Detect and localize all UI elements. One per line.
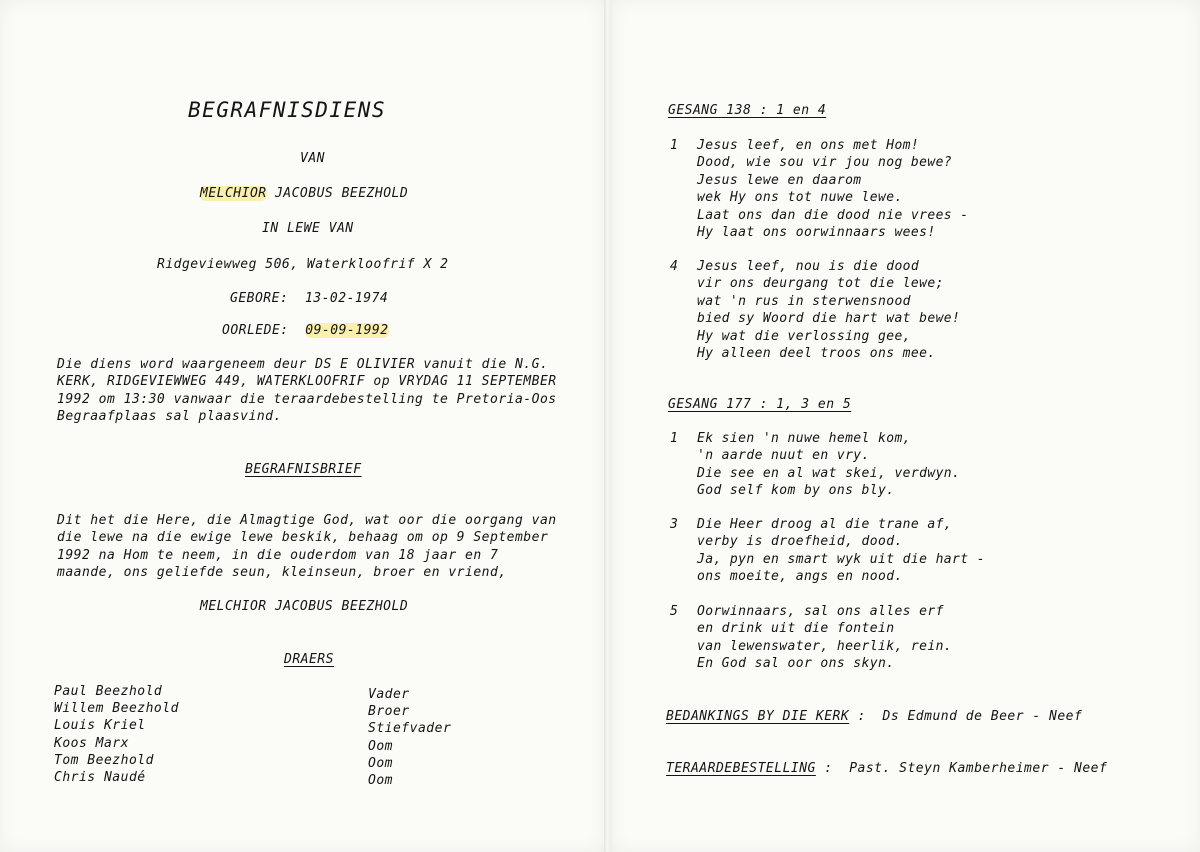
verse-lines [697,516,985,586]
service-line: Die diens word waargeneem deur DS E OLIVIER vanuit die N.G. [57,357,549,372]
bearer-relation: Stiefvader [368,721,452,737]
born-row [230,290,388,307]
born-label: GEBORE: [230,291,289,306]
verse-line: God self kom by ons bly. [697,483,895,499]
letter-name: MELCHIOR JACOBUS BEEZHOLD [200,599,409,614]
burial-label: TERAARDEBESTELLING [666,761,816,776]
verse-line: ons moeite, angs en nood. [697,569,903,585]
page-title: BEGRAFNISDIENS [188,98,387,122]
died-label: OORLEDE: [222,323,289,338]
bearer-name: Paul Beezhold [54,684,163,699]
service-paragraph [57,356,557,425]
bearers-names [54,683,179,786]
bearer-name: Chris Naudé [54,770,146,786]
van-label: VAN [300,151,325,166]
deceased-name [200,185,408,202]
verse-line: Jesus lewe en daarom [697,172,862,188]
verse-line: wek Hy ons tot nuwe lewe. [697,190,903,206]
verse-line: Jesus leef, en ons met Hom! [697,138,920,153]
service-line: Begraafplaas sal plaasvind. [57,408,282,424]
right-page [612,0,1200,852]
service-line: 1992 om 13:30 vanwaar die teraardebestelling te Pretoria-Oos [57,391,557,407]
verse-line: Dood, wie sou vir jou nog bewe? [697,155,953,171]
verse-number: 5 [670,604,679,619]
verse-line: Die see en al wat skei, verdwyn. [697,465,961,481]
verse-number: 1 [670,431,679,446]
letter-line: 1992 na Hom te neem, in die ouderdom van 18 jaar en 7 [57,547,499,563]
thanks-row [666,708,1082,725]
deceased-rest-name: JACOBUS BEEZHOLD [266,186,409,201]
bearer-name: Louis Kriel [54,718,146,734]
bearers-relations [368,686,451,789]
address: Ridgeviewweg 506, Waterkloofrif X 2 [157,257,449,272]
page-fold [604,0,612,852]
verse-line: En God sal oor ons skyn. [697,656,895,672]
thanks-label: BEDANKINGS BY DIE KERK [666,709,850,724]
verse-lines [697,258,960,362]
verse-lines [697,603,952,673]
verse-line: van lewenswater, heerlik, rein. [697,638,953,654]
verse-number: 3 [670,517,679,532]
verse-line: bied sy Woord die hart wat bewe! [697,311,961,327]
letter-line: die lewe na die ewige lewe beskik, behaag om op 9 September [57,530,549,546]
hymn2-heading: GESANG 177 : 1, 3 en 5 [668,397,852,412]
verse-lines [697,137,968,241]
verse-line: Oorwinnaars, sal ons alles erf [697,604,944,619]
verse-line: Ja, pyn en smart wyk uit die hart - [697,551,985,567]
verse-number: 1 [670,138,679,153]
letter-heading: BEGRAFNISBRIEF [245,462,362,477]
verse-lines [697,430,960,500]
bearer-relation: Oom [368,755,393,771]
bearers-heading: DRAERS [284,652,334,667]
verse-line: wat 'n rus in sterwensnood [697,293,911,309]
verse-line: 'n aarde nuut en vry. [697,448,870,464]
burial-row [666,760,1107,777]
verse-line: Hy laat ons oorwinnaars wees! [697,225,936,241]
verse-line: Ek sien 'n nuwe hemel kom, [697,431,911,446]
verse-line: Hy wat die verlossing gee, [697,328,911,344]
born-date: 13-02-1974 [304,291,389,306]
bearer-relation: Broer [368,704,410,720]
bearer-relation: Oom [368,773,393,789]
in-lewe-van-label: IN LEWE VAN [262,221,354,236]
verse-line: vir ons deurgang tot die lewe; [697,276,944,292]
thanks-text: : Ds Edmund de Beer - Neef [849,709,1083,724]
verse-line: Laat ons dan die dood nie vrees - [697,207,969,223]
letter-paragraph [57,512,557,581]
bearer-relation: Vader [368,687,410,702]
letter-line: maande, ons geliefde seun, kleinseun, broer en vriend, [57,564,507,580]
died-date: 09-09-1992 [305,323,389,338]
verse-line: Die Heer droog al die trane af, [697,517,953,532]
bearer-name: Willem Beezhold [54,701,179,717]
bearer-name: Koos Marx [54,735,129,751]
died-row [222,322,389,339]
verse-line: verby is droefheid, dood. [697,534,903,550]
verse-number: 4 [670,259,679,274]
letter-line: Dit het die Here, die Almagtige God, wat oor die oorgang van [57,513,557,528]
verse-line: Hy alleen deel troos ons mee. [697,346,936,362]
bearer-name: Tom Beezhold [54,752,154,768]
bearer-relation: Oom [368,738,393,754]
service-line: KERK, RIDGEVIEWWEG 449, WATERKLOOFRIF op VRYDAG 11 SEPTEMBER [57,374,557,390]
burial-text: : Past. Steyn Kamberheimer - Neef [815,761,1108,776]
deceased-first-name: MELCHIOR [200,186,267,201]
hymn1-heading: GESANG 138 : 1 en 4 [668,103,827,118]
verse-line: Jesus leef, nou is die dood [697,259,920,274]
verse-line: en drink uit die fontein [697,621,895,637]
